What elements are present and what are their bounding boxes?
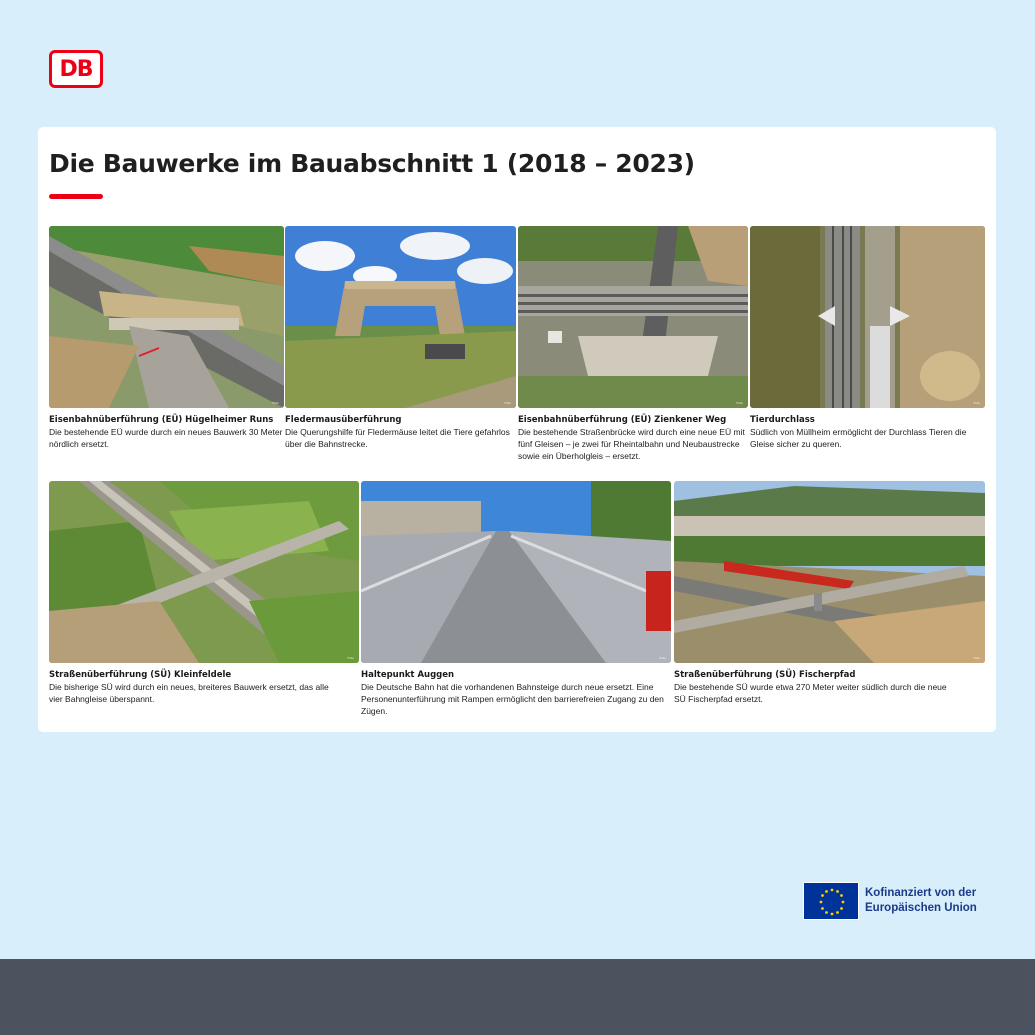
photo-credit: Foto xyxy=(973,656,980,660)
card-text: Die bestehende SÜ wurde etwa 270 Meter weiter südlich durch die neue SÜ Fischerpfad ersetzt. xyxy=(674,682,947,704)
card-fledermausueberfuehrung xyxy=(285,226,516,450)
card-text: Die Querungshilfe für Fledermäuse leitet die Tiere gefahrlos über die Bahnstrecke. xyxy=(285,427,510,449)
footer-bar xyxy=(0,959,1035,1035)
card-haltepunkt-auggen xyxy=(361,481,671,717)
photo-railway-bridge-aerial xyxy=(49,226,284,408)
eu-cofunding-badge xyxy=(803,882,977,920)
card-title: Tierdurchlass xyxy=(750,415,815,425)
title-accent-bar xyxy=(49,194,103,199)
photo-railway-bridge-construction xyxy=(518,226,748,408)
content-panel xyxy=(38,127,996,732)
card-kleinfeldele xyxy=(49,481,359,705)
eu-flag-icon xyxy=(803,882,859,920)
eu-text-line2: Europäischen Union xyxy=(865,902,977,914)
photo-road-bridge-village xyxy=(674,481,985,663)
eu-text-line1: Kofinanziert von der xyxy=(865,887,977,899)
card-title: Fledermausüberführung xyxy=(285,415,402,425)
photo-credit: Foto xyxy=(973,401,980,405)
photo-credit: Foto xyxy=(659,656,666,660)
db-logo-text: DB xyxy=(59,56,93,82)
card-title: Straßenüberführung (SÜ) Fischerpfad xyxy=(674,670,856,680)
card-zienkener-weg xyxy=(518,226,748,462)
photo-bat-bridge xyxy=(285,226,516,408)
photo-credit: Foto xyxy=(347,656,354,660)
card-text: Die Deutsche Bahn hat die vorhandenen Bahnsteige durch neue ersetzt. Eine Personenunterführung mit Rampen ermöglicht den barrierefreien Zugang zu den Zügen. xyxy=(361,682,664,716)
photo-credit: Foto xyxy=(504,401,511,405)
card-text: Südlich von Müllheim ermöglicht der Durchlass Tieren die Gleise sicher zu queren. xyxy=(750,427,967,449)
photo-station-ramp xyxy=(361,481,671,663)
db-logo xyxy=(49,50,103,88)
photo-credit: Foto xyxy=(736,401,743,405)
card-text: Die bestehende Straßenbrücke wird durch eine neue EÜ mit fünf Gleisen – je zwei für Rheintalbahn und Neubaustrecke sowie ein Überholgleis – ersetzt. xyxy=(518,427,745,461)
photo-credit: Foto xyxy=(272,401,279,405)
card-title: Eisenbahnüberführung (EÜ) Hügelheimer Runs xyxy=(49,415,274,425)
photo-animal-passage xyxy=(750,226,985,408)
card-text: Die bestehende EÜ wurde durch ein neues Bauwerk 30 Meter nördlich ersetzt. xyxy=(49,427,283,449)
card-huegelheimer-runs xyxy=(49,226,284,450)
card-title: Eisenbahnüberführung (EÜ) Zienkener Weg xyxy=(518,415,727,425)
card-fischerpfad xyxy=(674,481,985,705)
card-title: Haltepunkt Auggen xyxy=(361,670,455,680)
card-title: Straßenüberführung (SÜ) Kleinfeldele xyxy=(49,670,232,680)
eu-cofunding-text xyxy=(865,886,977,916)
card-tierdurchlass xyxy=(750,226,985,450)
page-title: Die Bauwerke im Bauabschnitt 1 (2018 – 2023) xyxy=(49,149,695,178)
photo-road-bridge-fields xyxy=(49,481,359,663)
card-text: Die bisherige SÜ wird durch ein neues, breiteres Bauwerk ersetzt, das alle vier Bahngleise überspannt. xyxy=(49,682,329,704)
